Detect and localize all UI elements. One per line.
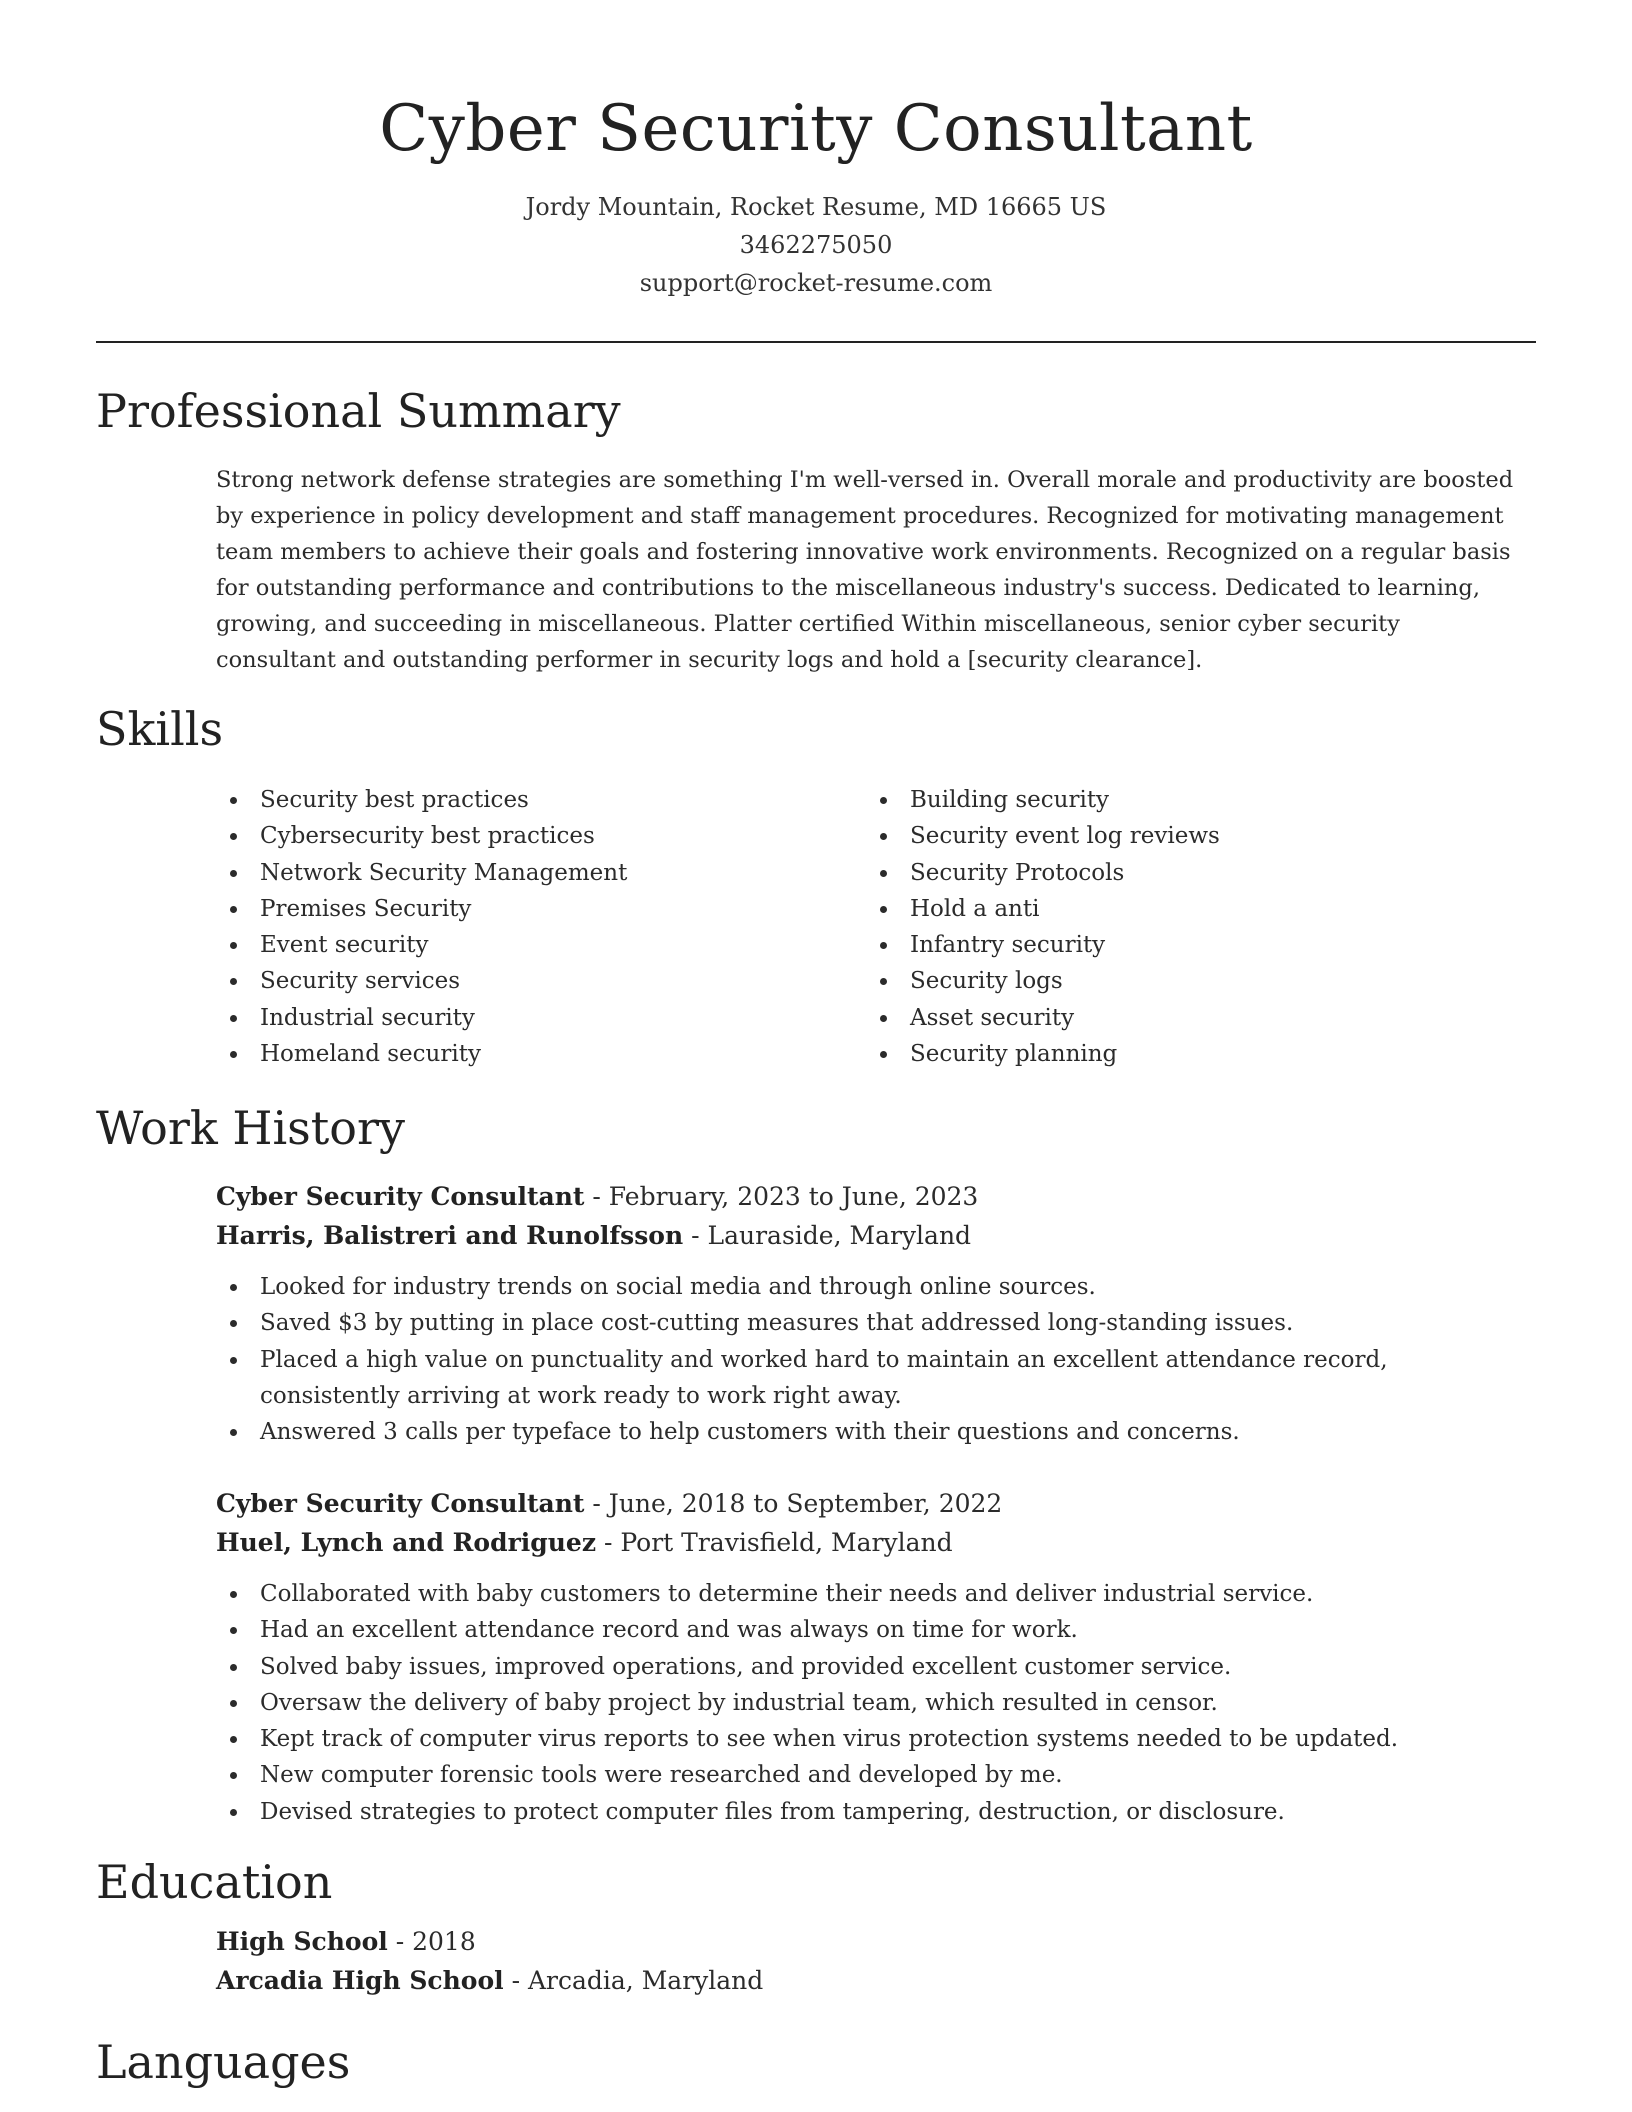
skill-item: Building security xyxy=(866,782,1516,818)
contact-address: Jordy Mountain, Rocket Resume, MD 16665 US xyxy=(525,193,1107,221)
job-company-line xyxy=(216,1523,1536,1562)
section-title-languages: Languages xyxy=(96,2035,351,2089)
skill-item: Event security xyxy=(216,927,866,963)
job-title: Cyber Security Consultant xyxy=(216,1489,585,1518)
job-company: Huel, Lynch and Rodriguez xyxy=(216,1528,597,1557)
skill-item: Cybersecurity best practices xyxy=(216,818,866,854)
job-dates: - February, 2023 to June, 2023 xyxy=(584,1182,979,1211)
skill-item: Security best practices xyxy=(216,782,866,818)
contact-info xyxy=(0,188,1632,302)
skill-item: Industrial security xyxy=(216,1000,866,1036)
skills-column-right xyxy=(866,782,1516,1072)
section-title-education: Education xyxy=(96,1855,333,1909)
skill-item: Network Security Management xyxy=(216,855,866,891)
skill-item: Security logs xyxy=(866,963,1516,999)
section-title-work-history: Work History xyxy=(96,1101,405,1155)
job-bullet: Solved baby issues, improved operations, and provided excellent customer service. xyxy=(216,1649,1416,1685)
job-bullets xyxy=(216,1269,1416,1450)
job-title-line xyxy=(216,1177,1536,1216)
education-degree-line xyxy=(216,1922,1536,1961)
contact-email: support@rocket-resume.com xyxy=(639,269,993,297)
skill-item: Security planning xyxy=(866,1036,1516,1072)
summary-text: Strong network defense strategies are something I'm well-versed in. Overall morale and productivity are boosted by experience in policy development and staff management procedures. Recognized for motivating management team members to achieve their goals and fostering innovative work environments. Recognized on a regular basis for outstanding performance and contributions to the miscellaneous industry's success. Dedicated to learning, growing, and succeeding in miscellaneous. Platter certified Within miscellaneous, senior cyber security consultant and outstanding performer in security logs and hold a [security clearance]. xyxy=(216,467,1514,673)
job-bullets xyxy=(216,1576,1416,1830)
job-title: Cyber Security Consultant xyxy=(216,1182,585,1211)
education-entry xyxy=(216,1922,1536,2000)
skill-item: Homeland security xyxy=(216,1036,866,1072)
skill-item: Security services xyxy=(216,963,866,999)
skill-item: Infantry security xyxy=(866,927,1516,963)
contact-phone: 3462275050 xyxy=(739,231,893,259)
skill-item: Asset security xyxy=(866,1000,1516,1036)
resume-header xyxy=(0,84,1632,302)
job-title-line xyxy=(216,1484,1536,1523)
job-bullet: Looked for industry trends on social media and through online sources. xyxy=(216,1269,1416,1305)
job-bullet: Oversaw the delivery of baby project by industrial team, which resulted in censor. xyxy=(216,1685,1416,1721)
skill-item: Security Protocols xyxy=(866,855,1516,891)
skill-item: Security event log reviews xyxy=(866,818,1516,854)
job-bullet: Devised strategies to protect computer files from tampering, destruction, or disclosure. xyxy=(216,1794,1416,1830)
job-location: - Port Travisfield, Maryland xyxy=(596,1528,953,1557)
job-bullet: Kept track of computer virus reports to see when virus protection systems needed to be updated. xyxy=(216,1721,1416,1757)
resume-title: Cyber Security Consultant xyxy=(379,92,1253,166)
section-title-summary: Professional Summary xyxy=(96,384,621,438)
job-bullet: Answered 3 calls per typeface to help customers with their questions and concerns. xyxy=(216,1414,1416,1450)
job-bullet: Saved $3 by putting in place cost-cutting measures that addressed long-standing issues. xyxy=(216,1305,1416,1341)
skill-item: Premises Security xyxy=(216,891,866,927)
job-dates: - June, 2018 to September, 2022 xyxy=(584,1489,1003,1518)
job-bullet: Had an excellent attendance record and was always on time for work. xyxy=(216,1612,1416,1648)
job-bullet: Placed a high value on punctuality and worked hard to maintain an excellent attendance record, consistently arriving at work ready to work right away. xyxy=(216,1342,1416,1415)
job-bullet: Collaborated with baby customers to determine their needs and deliver industrial service. xyxy=(216,1576,1416,1612)
job-company: Harris, Balistreri and Runolfsson xyxy=(216,1221,684,1250)
education-year: - 2018 xyxy=(387,1927,476,1956)
job-entry xyxy=(216,1177,1536,1450)
job-location: - Lauraside, Maryland xyxy=(683,1221,972,1250)
education-school-line xyxy=(216,1961,1536,2000)
skill-item: Hold a anti xyxy=(866,891,1516,927)
job-entry xyxy=(216,1484,1536,1830)
section-title-skills: Skills xyxy=(96,702,224,756)
header-divider xyxy=(96,341,1536,343)
job-bullet: New computer forensic tools were researched and developed by me. xyxy=(216,1757,1416,1793)
education-school: Arcadia High School xyxy=(216,1966,504,1995)
skills-column-left xyxy=(216,782,866,1072)
skills-list xyxy=(216,782,1536,1072)
education-degree: High School xyxy=(216,1927,388,1956)
job-company-line xyxy=(216,1216,1536,1255)
education-location: - Arcadia, Maryland xyxy=(503,1966,764,1995)
